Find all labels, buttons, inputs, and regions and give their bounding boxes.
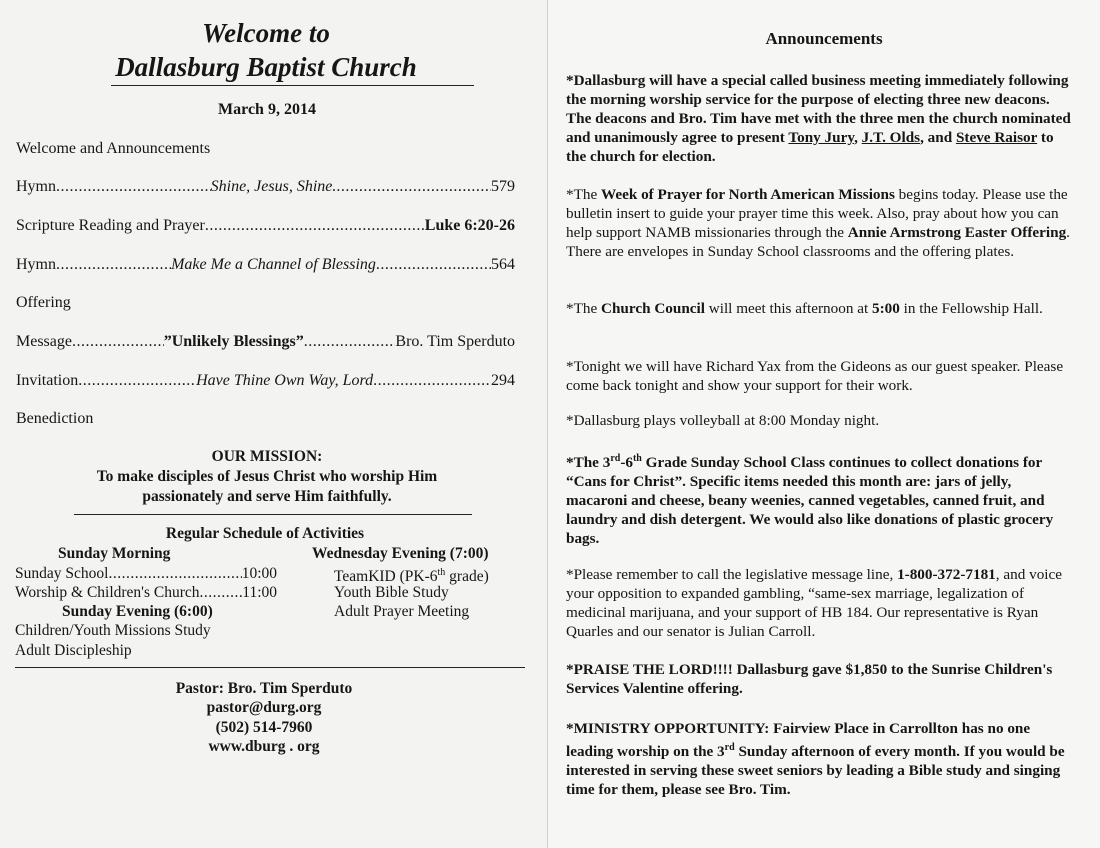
leader-dots (336, 177, 491, 197)
hymn-2-title: Make Me a Channel of Blessing (171, 256, 376, 273)
wednesday-item-2: Youth Bible Study (334, 584, 449, 601)
sunday-school-time: 10:00 (241, 565, 277, 582)
sunday-school-label: Sunday School (15, 565, 109, 582)
pastor-email: pastor@durg.org (206, 699, 322, 716)
wednesday-heading: Wednesday Evening (7:00) (312, 545, 489, 562)
offering-item: Offering (16, 294, 71, 311)
fold-line (547, 0, 548, 848)
announcement-week-of-prayer: *The Week of Prayer for North American Missions begins today. Please use the bulletin insert to guide your prayer time this week. Also, pray about how you can help support NAMB missionaries through the Annie Armstrong Easter Offering. There are envelopes in Sunday School classrooms and the offering plates. (566, 186, 1070, 260)
leader-dots (376, 255, 491, 275)
church-phone: (502) 514-7960 (215, 719, 313, 736)
wednesday-item-1: TeamKID (PK-6th grade) (334, 567, 489, 586)
wednesday-item-3: Adult Prayer Meeting (334, 603, 470, 620)
invitation-title: Have Thine Own Way, Lord (196, 372, 374, 389)
message-title: ”Unlikely Blessings” (163, 333, 304, 350)
sunday-evening-item-2: Adult Discipleship (15, 642, 132, 659)
hymn-1-label: Hymn (16, 178, 56, 195)
bulletin-date: March 9, 2014 (218, 101, 316, 118)
announcement-cans-for-christ: *The 3rd-6th Grade Sunday School Class continues to collect donations for “Cans for Christ”. Specific items needed this month are: jars of jelly, macaroni and cheese, beany weenies, canned vegetables, canned fruit, and laundry and dish detergent. We would also like donations of plastic grocery bags. (566, 453, 1054, 548)
sunday-evening-heading: Sunday Evening (6:00) (62, 603, 213, 620)
mission-rule (74, 514, 472, 515)
message-label: Message (16, 333, 72, 350)
announcement-ministry-opportunity: *MINISTRY OPPORTUNITY: Fairview Place in Carrollton has no one leading worship on the 3rd Sunday afternoon of every month. If you would be interested in serving these sweet seniors by leading a Bible study and singing time for them, please see Bro. Tim. (566, 720, 1065, 799)
welcome-item: Welcome and Announcements (16, 140, 211, 157)
title-line-2: Dallasburg Baptist Church (115, 52, 417, 82)
announcement-legislative: *Please remember to call the legislative message line, 1-800-372-7181, and voice your opposition to expanded gambling, “same-sex marriage, legalization of medicinal marijuana, and your support of HB 184. Our representative is Ryan Quarles and our senator is Julian Carroll. (566, 566, 1062, 640)
hymn-1-number: 579 (491, 178, 515, 195)
leader-dots (56, 255, 171, 275)
mission-line-1: To make disciples of Jesus Christ who worship Him (96, 468, 438, 485)
hymn-2-row (16, 255, 515, 275)
sunday-evening-item-1: Children/Youth Missions Study (15, 622, 211, 639)
invitation-number: 294 (491, 372, 515, 389)
hymn-1-row (16, 177, 515, 197)
schedule-rule (15, 667, 525, 668)
title-rule (111, 85, 474, 86)
hymn-1-title: Shine, Jesus, Shine. (210, 178, 337, 195)
leader-dots (304, 332, 396, 352)
leader-dots (72, 332, 164, 352)
announcement-church-council: *The Church Council will meet this afternoon at 5:00 in the Fellowship Hall. (566, 300, 1043, 317)
announcement-praise: *PRAISE THE LORD!!!! Dallasburg gave $1,850 to the Sunrise Children's Services Valentine offering. (566, 661, 1053, 697)
worship-time: 11:00 (242, 584, 277, 601)
worship-label: Worship & Children's Church (15, 584, 200, 601)
scripture-label: Scripture Reading and Prayer (16, 217, 205, 234)
invitation-row (16, 371, 515, 391)
announcement-gideons: *Tonight we will have Richard Yax from the Gideons as our guest speaker. Please come back tonight and show your support for their work. (566, 358, 1064, 394)
scripture-reference: Luke 6:20-26 (424, 217, 515, 234)
leader-dots (205, 216, 425, 236)
invitation-label: Invitation (16, 372, 79, 389)
leader-dots (373, 371, 491, 391)
sunday-morning-heading: Sunday Morning (58, 545, 171, 562)
leader-dots (200, 583, 243, 602)
leader-dots (56, 177, 211, 197)
pastor-name: Pastor: Bro. Tim Sperduto (175, 680, 353, 697)
message-speaker: Bro. Tim Sperduto (395, 333, 515, 350)
leader-dots (78, 371, 196, 391)
leader-dots (108, 564, 241, 583)
title-line-1: Welcome to (202, 18, 330, 48)
announcement-business-meeting: *Dallasburg will have a special called business meeting immediately following the morning worship service for the purpose of electing three new deacons. The deacons and Bro. Tim have met with the three men the church nominated and unanimously agree to present Tony Jury, J.T. Olds, and Steve Raisor to the church for election. (566, 72, 1071, 165)
mission-line-2: passionately and serve Him faithfully. (142, 488, 392, 505)
announcement-volleyball: *Dallasburg plays volleyball at 8:00 Monday night. (566, 412, 880, 429)
church-website: www.dburg . org (208, 738, 320, 755)
message-row (16, 332, 515, 352)
mission-heading: OUR MISSION: (211, 448, 323, 465)
schedule-title: Regular Schedule of Activities (165, 525, 365, 542)
hymn-2-number: 564 (491, 256, 515, 273)
worship-row (15, 583, 277, 602)
benediction-item: Benediction (16, 410, 94, 427)
announcements-title: Announcements (765, 29, 883, 48)
sunday-school-row (15, 564, 277, 583)
hymn-2-label: Hymn (16, 256, 56, 273)
scripture-row (16, 216, 515, 236)
